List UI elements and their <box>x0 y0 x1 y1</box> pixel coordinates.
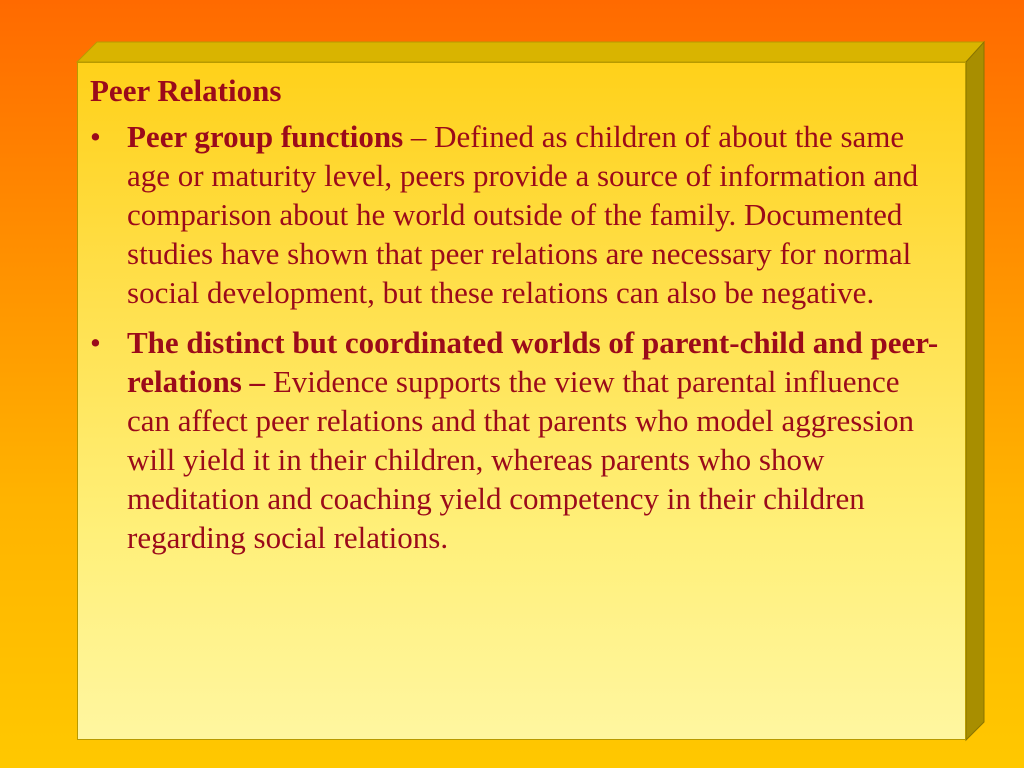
card-bevel-right-face <box>966 42 984 740</box>
bullet-heading: Peer group functions <box>127 119 404 154</box>
bullet-body: Evidence supports the view that parental influence can affect peer relations and that parents who model aggression will yield it in their children, whereas parents who show meditation and coaching yield competency in their children regarding social relations. <box>127 364 915 555</box>
bullet-dash <box>265 364 273 399</box>
bullet-glyph: • <box>90 325 101 360</box>
card-bevel-top-face <box>77 42 984 62</box>
bullet-list <box>90 117 947 557</box>
bullet-heading: The distinct but coordinated worlds of parent-child and peer-relations – <box>127 325 939 399</box>
bullet-item-peer-group-functions <box>90 117 947 312</box>
content-card <box>77 62 966 740</box>
slide-title: Peer Relations <box>90 73 282 108</box>
bullet-glyph: • <box>90 119 101 154</box>
bullet-dash: – <box>403 119 435 154</box>
bullet-body: Defined as children of about the same age or maturity level, peers provide a source of information and comparison about he world outside of the family. Documented studies have shown that peer relations are necessary for normal social development, but these relations can also be negative. <box>127 119 919 310</box>
bullet-item-parent-child-peer-relations <box>90 323 947 557</box>
slide-content <box>90 71 947 568</box>
